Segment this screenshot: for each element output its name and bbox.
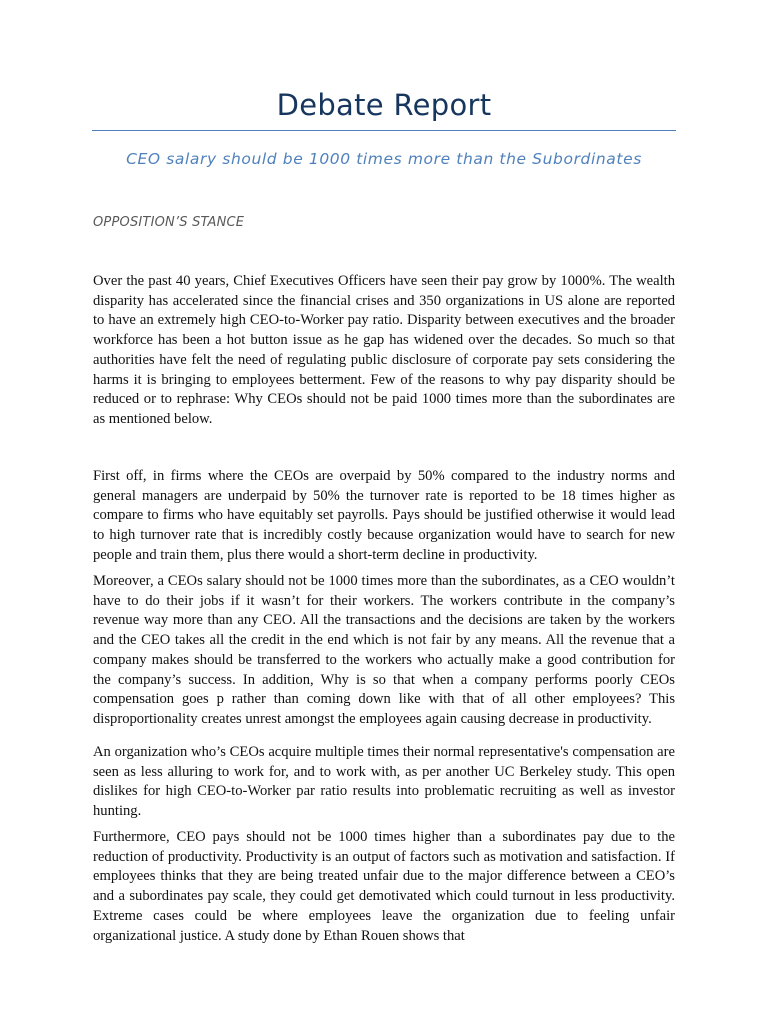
title-divider (92, 130, 676, 131)
body-paragraph-5: Furthermore, CEO pays should not be 1000 times higher than a subordinates pay due to the reduction of productivity. Productivity is an output of factors such as motivation and satisfaction. If employees thinks that they are being treated unfair due to the major difference between a CEO’s and a subordinates pay scale, they could get demotivated which could turnout in less productivity. Extreme cases could be where employees leave the organization due to feeling unfair organizational justice. A study done by Ethan Rouen shows that (93, 829, 675, 944)
body-paragraph-4: An organization who’s CEOs acquire multiple times their normal representative's compensation are seen as less alluring to work for, and to work with, as per another UC Berkeley study. This open dislikes for high CEO-to-Worker par ratio results into problematic recruiting as well as investor hunting. (93, 744, 675, 820)
page-subtitle: CEO salary should be 1000 times more than the Subordinates (126, 150, 642, 168)
section-heading: OPPOSITION’S STANCE (93, 215, 245, 230)
body-paragraph-1: Over the past 40 years, Chief Executives Officers have seen their pay grow by 1000%. The wealth disparity has accelerated since the financial crises and 350 organizations in US alone are reported to have an extremely high CEO-to-Worker pay ratio. Disparity between executives and the broader workforce has been a hot button issue as he gap has widened over the decades. So much so that authorities have felt the need of regulating public disclosure of corporate pay sets considering the harms it is bringing to employees betterment. Few of the reasons to why pay disparity should be reduced or to rephrase: Why CEOs should not be paid 1000 times more than the subordinates are as mentioned below. (93, 273, 675, 427)
body-paragraph-3: Moreover, a CEOs salary should not be 1000 times more than the subordinates, as a CEO wouldn’t have to do their jobs if it wasn’t for their workers. The workers contribute in the company’s revenue way more than any CEO. All the transactions and the decisions are taken by the workers and the CEO takes all the credit in the end which is not fair by any means. All the revenue that a company makes should be transferred to the workers who actually make a good contribution for the company’s success. In addition, Why is so that when a company performs poorly CEOs compensation goes p rather than coming down like with that of all other employees? This disproportionality creates unrest amongst the employees again causing decrease in productivity. (93, 573, 675, 727)
page-title: Debate Report (276, 88, 492, 122)
body-paragraph-2: First off, in firms where the CEOs are overpaid by 50% compared to the industry norms and general managers are underpaid by 50% the turnover rate is reported to be 18 times higher as compare to firms who have equitably set payrolls. Pays should be justified otherwise it would lead to high turnover rate that is incredibly costly because organization would have to search for new people and train them, plus there would a short-term decline in productivity. (93, 468, 675, 563)
